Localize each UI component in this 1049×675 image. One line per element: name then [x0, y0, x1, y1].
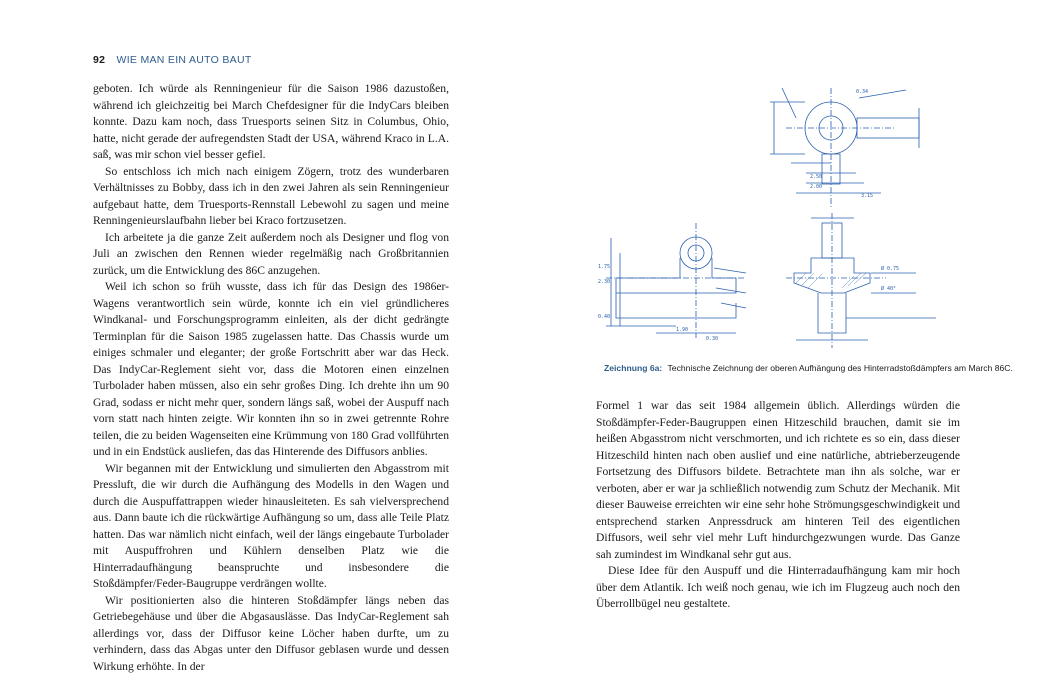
drawing-front-view: [606, 223, 746, 338]
drawing-label: 3.15: [861, 193, 873, 199]
drawing-label: 0.40: [598, 314, 610, 320]
drawing-top-labels: [810, 89, 873, 199]
technical-drawing: [596, 78, 960, 360]
caption-label: Zeichnung 6a:: [604, 363, 662, 373]
drawing-section-labels: [881, 265, 899, 292]
paragraph: Wir begannen mit der Entwicklung und simulierten den Abgasstrom mit Pressluft, die wir durch die Aufhängung des Modells in den Wagen und durch die Auspuffattrappen wieder hinausleiteten. Es sah vielversprechend aus. Dann baute ich die rückwärtige Aufhängung so um, dass alle Teile Platz hatten. Das war nämlich nicht einfach, weil der längs eingebaute Turbolader mit Auspuffrohren und Kühlern denselben Platz wie die Hinterradaufhängung beanspruchte und insbesondere die Stoßdämpfer/Feder-Baugruppe verdrängen wollte.: [93, 461, 449, 593]
paragraph: Weil ich schon so früh wusste, dass ich für das Design des 1986er-Wagens verantwortlich sein würde, konnte ich ein viel gründlicheres Windkanal- und Forschungsprogramm einleiten, als der dicht gedrängte Terminplan für die Saison 1985 zugelassen hatte. Das Chassis wurde um einiges schmaler und eleganter; der große Fortschritt aber war das Heck. Das IndyCar-Reglement sieht vor, dass die Motoren einen einzelnen Turbolader haben müssen, also ein sehr großes Ding. Ich drehte ihn um 90 Grad, sodass er nicht mehr quer, sondern längs saß, wobei der Auspuff nach vorn statt nach hinten zeigte. Wir konnten ihn so in zwei getrennte Rohre teilen, die zu beiden Wagenseiten eine Krümmung von 180 Grad vollführten und in ein Endstück ausliefen, das das Hinterende des Diffusors anblies.: [93, 279, 449, 461]
caption-text: Technische Zeichnung der oberen Aufhängung des Hinterradstoßdämpfers am March 86C.: [668, 363, 1013, 373]
drawing-label: 0.30: [706, 336, 718, 342]
drawing-label: 2.50: [810, 174, 822, 180]
left-text-column: [93, 81, 449, 675]
drawing-section-view: [786, 213, 936, 348]
paragraph: Ich arbeitete ja die ganze Zeit außerdem noch als Designer und flog von Juli an zwischen den Rennen wieder regelmäßig nach Großbritannien zurück, um die Entwicklung des 86C anzugehen.: [93, 230, 449, 280]
paragraph: Formel 1 war das seit 1984 allgemein üblich. Allerdings würden die Stoßdämpfer-Feder-Baugruppen einen Hitzeschild brauchen, damit sie im heißen Abgasstrom nicht verschmorten, und ich richtete es so ein, dass dieser Hitzeschild hinten nach oben auslief und eine natürliche, abtrieberzeugende Fortsetzung des Diffusors bildete. Betrachtete man ihn als solche, war er verboten, aber er war ja schließlich notwendig zum Schutz der Mechanik. Mit dieser Bauweise erreichten wir eine sehr hohe Strömungsgeschwindigkeit und entsprechend starken Anpressdruck am hinteren Teil des eigentlichen Diffusors, weil sehr viel mehr Luft hindurchgezwungen wurde. Das Ganze sah zumindest im Windkanal sehr gut aus.: [596, 398, 960, 563]
drawing-label: 1.75: [598, 264, 610, 270]
drawing-label: 2.30: [598, 279, 610, 285]
paragraph: Wir positionierten also die hinteren Stoßdämpfer längs neben das Getriebegehäuse und über die Abgasauslässe. Das IndyCar-Reglement sah allerdings vor, dass der Diffusor keine Löcher haben durfte, um zu verhindern, dass das Abgas unter den Diffusor geblasen wurde und dessen Wirkung erhöhte. In der: [93, 593, 449, 675]
drawing-label: Ø 40°: [881, 285, 896, 292]
drawing-label: 2.00: [810, 184, 822, 190]
right-text-column: [596, 398, 960, 613]
drawing-label: 0.34: [856, 89, 868, 95]
paragraph: geboten. Ich würde als Renningenieur für die Saison 1986 dazustoßen, während ich gleichzeitig bei March Chefdesigner für die IndyCars bleiben konnte. Dazu kam noch, dass Truesports seinen Sitz in Columbus, Ohio, hatte, nicht gerade der aufregendsten Stadt der USA, während Kraco in L.A. saß, was mir schon viel besser gefiel.: [93, 81, 449, 164]
running-title: WIE MAN EIN AUTO BAUT: [117, 54, 252, 66]
figure-caption: [604, 363, 964, 373]
drawing-label: 1.90: [676, 327, 688, 333]
paragraph: Diese Idee für den Auspuff und die Hinterradaufhängung kam mir hoch über dem Atlantik. Ich weiß noch genau, wie ich im Flugzeug auch noch den Überrollbügel neu gestaltete.: [596, 563, 960, 613]
drawing-top-view: [770, 88, 919, 208]
page-number: 92: [93, 54, 105, 66]
drawing-label: Ø 0.75: [881, 265, 899, 272]
paragraph: So entschloss ich mich nach einigem Zögern, trotz des wunderbaren Verhältnisses zu Bobby, dass ich in den zwei Jahren als sein Renningenieur aufgebaut hatte, dem Truesports-Rennstall Lebewohl zu sagen und meine Renningenieurslaufbahn lieber bei Kraco fortzusetzen.: [93, 164, 449, 230]
section-hatching: [796, 273, 866, 288]
running-header: [93, 54, 252, 66]
